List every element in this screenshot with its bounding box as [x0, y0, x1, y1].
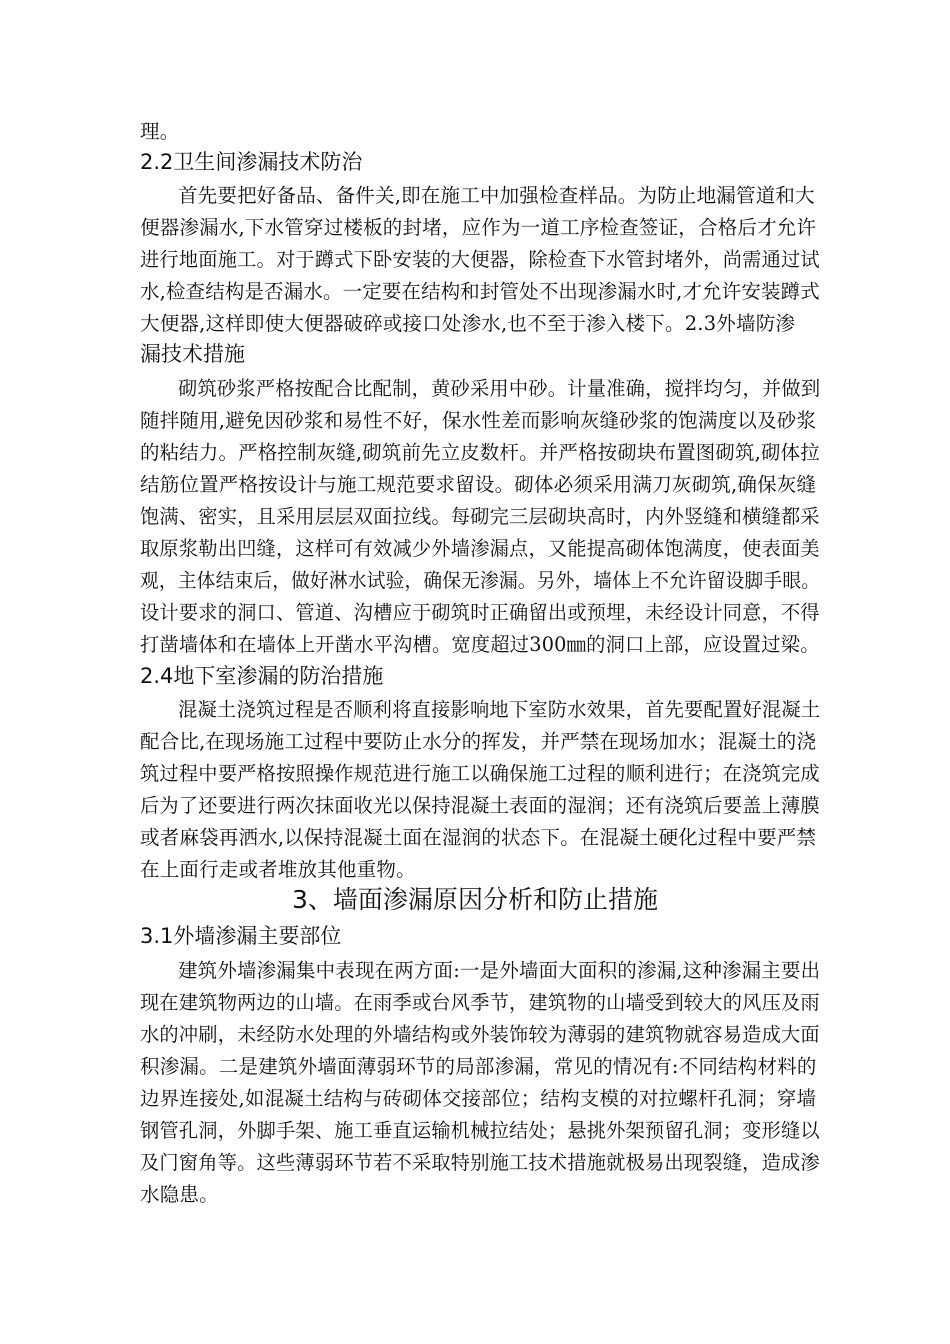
- text-line: 积渗漏。二是建筑外墙面薄弱环节的局部渗漏，常见的情况有:不同结构材料的: [140, 1055, 817, 1078]
- section-heading-3-1: 3.1外墙渗漏主要部位: [140, 924, 342, 948]
- text-line: 首先要把好备品、备件关,即在施工中加强检查样品。为防止地漏管道和大: [178, 184, 815, 207]
- text-line: 随拌随用,避免因砂浆和易性不好，保水性差而影响灰缝砂浆的饱满度以及砂浆: [140, 409, 817, 432]
- text-line: 理。: [140, 120, 180, 143]
- text-line: 建筑外墙渗漏集中表现在两方面:一是外墙面大面积的渗漏,这种渗漏主要出: [178, 959, 821, 982]
- text-line: 或者麻袋再洒水,以保持混凝土面在湿润的状态下。在混凝土硬化过程中要严禁: [140, 826, 817, 849]
- text-line: 水,检查结构是否漏水。一定要在结构和封管处不出现渗漏水时,才允许安装蹲式: [140, 280, 820, 303]
- text-line: 边界连接处,如混凝土结构与砖砌体交接部位；结构支模的对拉螺杆孔洞；穿墙: [140, 1087, 817, 1110]
- text-line: 后为了还要进行两次抹面收光以保持混凝土表面的湿润；还有浇筑后要盖上薄膜: [140, 794, 820, 817]
- text-line: 大便器,这样即使大便器破碎或接口处渗水,也不至于渗入楼下。2.3外墙防渗: [140, 312, 796, 335]
- section-heading-2-2: 2.2卫生间渗漏技术防治: [140, 150, 363, 174]
- text-line: 观，主体结束后，做好淋水试验，确保无渗漏。另外，墙体上不允许留设脚手眼。: [140, 569, 821, 592]
- text-line: 饱满、密实，且采用层层双面拉线。每砌完三层砌块高时，内外竖缝和横缝都采: [140, 505, 820, 528]
- text-line: 设计要求的洞口、管道、沟槽应于砌筑时正确留出或预埋，未经设计同意，不得: [140, 601, 820, 624]
- text-line: 砌筑砂浆严格按配合比配制，黄砂采用中砂。计量准确，搅拌均匀，并做到: [178, 377, 821, 400]
- text-line: 进行地面施工。对于蹲式下卧安装的大便器，除检查下水管封堵外，尚需通过试: [140, 248, 820, 271]
- text-line: 在上面行走或者堆放其他重物。: [140, 858, 416, 881]
- section-heading-2-4: 2.4地下室渗漏的防治措施: [140, 664, 384, 688]
- text-line: 便器渗漏水,下水管穿过楼板的封堵，应作为一道工序检查签证，合格后才允许: [140, 216, 817, 239]
- text-line: 现在建筑物两边的山墙。在雨季或台风季节，建筑物的山墙受到较大的风压及雨: [140, 991, 820, 1014]
- text-line: 钢管孔洞，外脚手架、施工垂直运输机械拉结处；悬挑外架预留孔洞；变形缝以: [140, 1119, 820, 1142]
- text-line: 水隐患。: [140, 1183, 219, 1206]
- text-line: 的粘结力。严格控制灰缝,砌筑前先立皮数杆。并严格按砌块布置图砌筑,砌体拉: [140, 441, 820, 464]
- text-line: 混凝土浇筑过程是否顺利将直接影响地下室防水效果，首先要配置好混凝土: [178, 698, 821, 721]
- chapter-title-3: 3、墙面渗漏原因分析和防止措施: [292, 885, 658, 914]
- text-line: 筑过程中要严格按照操作规范进行施工以确保施工过程的顺利进行；在浇筑完成: [140, 762, 820, 785]
- text-line: 配合比,在现场施工过程中要防止水分的挥发，并严禁在现场加水；混凝土的浇: [140, 730, 817, 753]
- text-line: 水的冲刷，未经防水处理的外墙结构或外装饰较为薄弱的建筑物就容易造成大面: [140, 1023, 820, 1046]
- text-line: 打凿墙体和在墙体上开凿水平沟槽。宽度超过300㎜的洞口上部，应设置过梁。: [140, 633, 820, 656]
- text-line: 结筋位置严格按设计与施工规范要求留设。砌体必须采用满刀灰砌筑,确保灰缝: [140, 473, 817, 496]
- section-heading-2-3: 漏技术措施: [140, 342, 245, 366]
- text-line: 取原浆勒出凹缝，这样可有效减少外墙渗漏点，又能提高砌体饱满度，使表面美: [140, 537, 820, 560]
- text-line: 及门窗角等。这些薄弱环节若不采取特别施工技术措施就极易出现裂缝，造成渗: [140, 1151, 820, 1174]
